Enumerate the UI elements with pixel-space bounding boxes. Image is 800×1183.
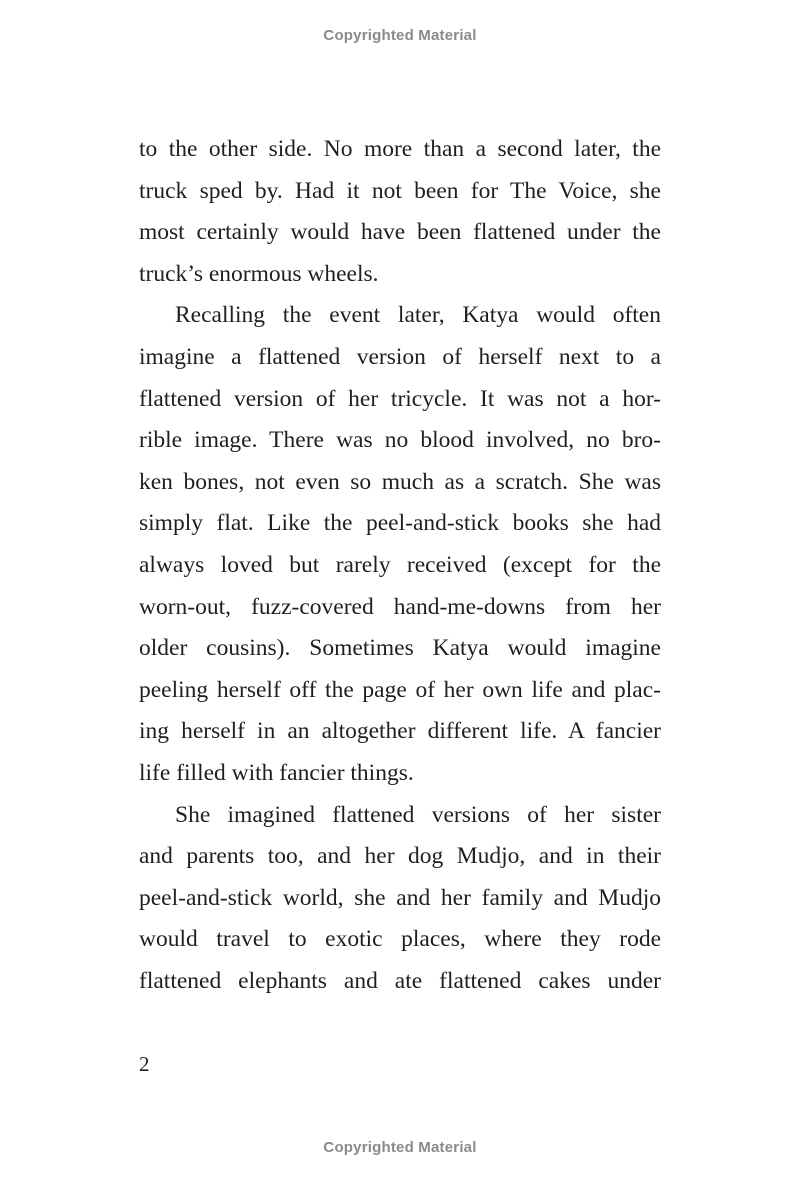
text-line: simply flat. Like the peel-and-stick books she had: [139, 510, 661, 537]
text-line: always loved but rarely received (except for the: [139, 551, 661, 578]
text-line: truck sped by. Had it not been for The Voice, she: [139, 177, 661, 204]
text-line: would travel to exotic places, where they rode: [139, 926, 661, 953]
text-line: ken bones, not even so much as a scratch. She was: [139, 468, 661, 495]
body-text: [139, 129, 661, 1002]
text-line: peeling herself off the page of her own life and plac-: [139, 676, 661, 703]
text-line: rible image. There was no blood involved, no bro-: [139, 427, 661, 454]
text-line: flattened version of her tricycle. It was not a hor-: [139, 385, 661, 412]
text-line: She imagined flattened versions of her sister: [175, 801, 661, 828]
text-line: to the other side. No more than a second later, the: [139, 136, 661, 162]
text-line: ing herself in an altogether different life. A fancier: [139, 718, 661, 745]
text-line: peel-and-stick world, she and her family and Mudjo: [139, 884, 661, 911]
text-line: worn-out, fuzz-covered hand-me-downs from her: [139, 593, 661, 620]
text-line: most certainly would have been flattened under the: [139, 219, 661, 246]
text-line: older cousins). Sometimes Katya would imagine: [139, 635, 661, 662]
copyright-watermark-top: Copyrighted Material: [323, 27, 477, 44]
text-line: imagine a flattened version of herself next to a: [139, 343, 661, 370]
page-number: 2: [139, 1052, 150, 1076]
copyright-watermark-bottom: Copyrighted Material: [323, 1139, 477, 1156]
text-line: and parents too, and her dog Mudjo, and in their: [139, 843, 661, 870]
text-line: truck’s enormous wheels.: [139, 260, 379, 287]
text-line: flattened elephants and ate flattened cakes under: [139, 967, 661, 994]
text-line: Recalling the event later, Katya would often: [175, 302, 661, 329]
text-line: life filled with fancier things.: [139, 759, 414, 786]
